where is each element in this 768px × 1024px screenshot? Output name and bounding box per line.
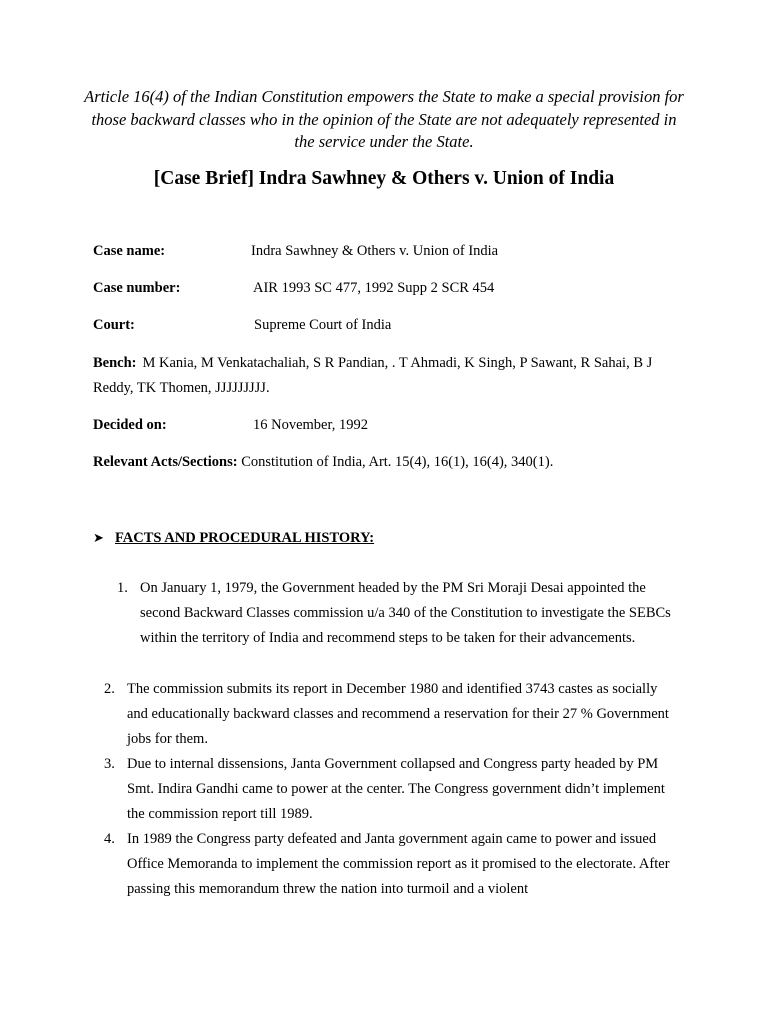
list-item <box>104 752 677 827</box>
relevant-acts-value: Constitution of India, Art. 15(4), 16(1), 16(4), 340(1). <box>241 454 554 470</box>
list-item-number: 4. <box>104 831 115 847</box>
list-item-text: In 1989 the Congress party defeated and Janta government again came to power and issued Office Memoranda to implement the commission report as it promised to the electorate. After passing this memorandum threw the nation into turmoil and a violent <box>127 831 670 897</box>
relevant-acts-label: Relevant Acts/Sections: <box>93 454 238 470</box>
list-item-text: The commission submits its report in December 1980 and identified 3743 castes as socially and educationally backward classes and recommend a reservation for their 27 % Government jobs for them. <box>127 681 669 747</box>
bench-row <box>93 351 693 401</box>
intro-quote: Article 16(4) of the Indian Constitution empowers the State to make a special provision for those backward classes who in the opinion of the State are not adequately represented in the service under the State. <box>84 87 684 151</box>
list-item <box>117 576 680 651</box>
section-heading-text: FACTS AND PROCEDURAL HISTORY: <box>115 530 375 546</box>
list-item-number: 2. <box>104 681 115 697</box>
decided-on-value: 16 November, 1992 <box>253 417 368 433</box>
case-name-value: Indra Sawhney & Others v. Union of India <box>251 243 499 259</box>
case-number-value: AIR 1993 SC 477, 1992 Supp 2 SCR 454 <box>253 280 495 296</box>
arrowhead-bullet-icon: ➤ <box>93 531 104 546</box>
case-name-row <box>93 239 499 264</box>
list-item-text: Due to internal dissensions, Janta Government collapsed and Congress party headed by PM Smt. Indira Gandhi came to power at the center. The Congress government didn’t implement the commission report till 1989. <box>127 756 665 822</box>
page-title: [Case Brief] Indra Sawhney & Others v. Union of India <box>153 168 615 189</box>
case-number-label: Case number: <box>93 280 181 296</box>
decided-on-row <box>93 413 368 438</box>
section-heading <box>93 526 374 551</box>
bench-value: M Kania, M Venkatachaliah, S R Pandian, . T Ahmadi, K Singh, P Sawant, R Sahai, B J Reddy, TK Thomen, JJJJJJJJJ. <box>93 355 653 396</box>
list-item-number: 3. <box>104 756 115 772</box>
bench-label: Bench: <box>93 355 137 371</box>
case-number-row <box>93 276 495 301</box>
list-item-number: 1. <box>117 580 128 596</box>
relevant-acts-row <box>93 450 553 475</box>
court-label: Court: <box>93 317 135 333</box>
court-value: Supreme Court of India <box>254 317 392 333</box>
list-item <box>104 677 677 752</box>
decided-on-label: Decided on: <box>93 417 167 433</box>
list-item-text: On January 1, 1979, the Government headed by the PM Sri Moraji Desai appointed the second Backward Classes commission u/a 340 of the Constitution to investigate the SEBCs within the territory of India and recommend steps to be taken for their advancements. <box>140 580 671 646</box>
list-item <box>104 827 677 902</box>
case-name-label: Case name: <box>93 243 166 259</box>
court-row <box>93 313 392 338</box>
